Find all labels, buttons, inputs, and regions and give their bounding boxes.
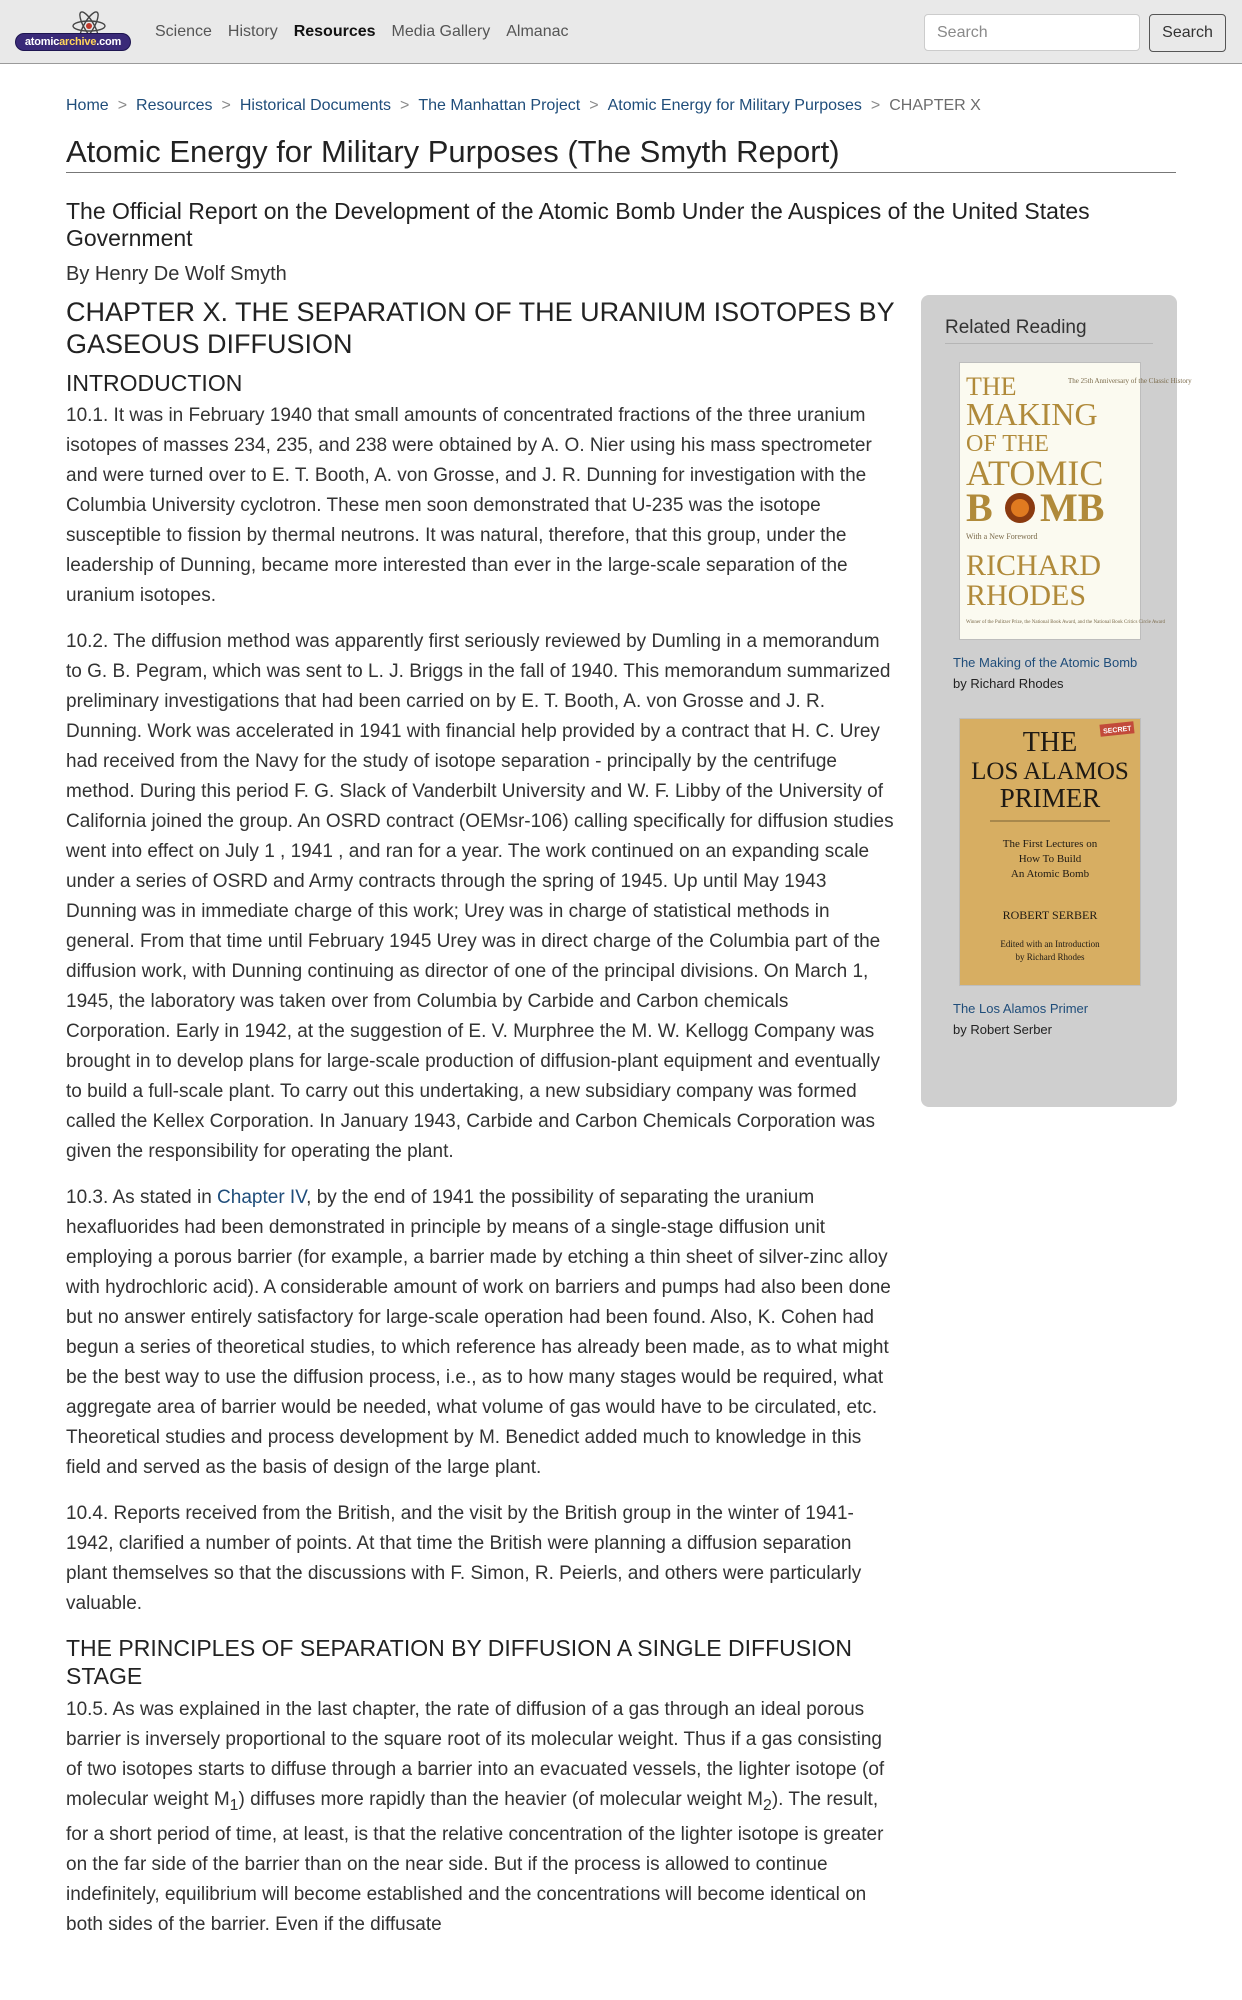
svg-text:MB: MB — [1040, 485, 1105, 530]
section-heading-introduction: INTRODUCTION — [66, 369, 243, 396]
nav-science[interactable]: Science — [155, 23, 212, 40]
book-link-los-alamos-primer[interactable]: The Los Alamos Primer — [953, 1001, 1089, 1016]
svg-text:LOS ALAMOS: LOS ALAMOS — [971, 758, 1129, 785]
book-cover-los-alamos-primer[interactable] — [959, 718, 1141, 986]
chapter-iv-link[interactable]: Chapter IV — [217, 1187, 307, 1209]
svg-text:Winner of the Pulitzer Prize,: Winner of the Pulitzer Prize, the National Book Award, and the National Book Critics Circle Award — [966, 620, 1165, 625]
book-author: by Robert Serber — [953, 1022, 1052, 1037]
nav-almanac[interactable]: Almanac — [506, 23, 569, 40]
breadcrumb-separator: > — [117, 97, 128, 114]
paragraph-10-3: 10.3. As stated in Chapter IV, by the end of 1941 the possibility of separating the uranium hexafluorides had been demonstrated in principle by means of a single-stage diffusion unit employing a porous barrier (for example, a barrier made by etching a thin sheet of silver-zinc alloy with hydrochloric acid). A considerable amount of work on barriers and pumps had also been done but no answer entirely satisfactory for large-scale operation had been found. Also, K. Cohen had begun a series of theoretical studies, to which reference has already been made, as to what might be the best way to use the diffusion process, i.e., as to how many stages would be required, what aggregate area of barrier would be needed, what volume of gas would have to be circulated, etc. Theoretical studies and process development by M. Benedict added much to knowledge in this field and served as the basis of design of the large plant. — [66, 1187, 891, 1479]
author-byline: By Henry De Wolf Smyth — [66, 262, 287, 285]
search-button[interactable]: Search — [1149, 14, 1226, 52]
svg-text:ATOMIC: ATOMIC — [966, 453, 1104, 493]
svg-text:The 25th Anniversary of the Cl: The 25th Anniversary of the Classic History — [1068, 377, 1192, 385]
svg-text:With a New Foreword: With a New Foreword — [966, 532, 1038, 541]
top-navbar — [0, 0, 1242, 64]
logo-wordmark: atomic archive .com — [15, 33, 131, 51]
breadcrumb-current: CHAPTER X — [889, 97, 981, 114]
svg-text:RHODES: RHODES — [966, 579, 1087, 612]
site-logo[interactable] — [15, 12, 131, 52]
paragraph-10-2: 10.2. The diffusion method was apparently first seriously reviewed by Dumling in a memorandum to G. B. Pegram, which was sent to L. J. Briggs in the fall of 1940. This memorandum summarized preliminary investigations that had been carried on by E. T. Booth, A. von Grosse and J. R. Dunning. Work was accelerated in 1941 with financial help provided by a contract that H. C. Urey had received from the Navy for the study of isotope separation - principally by the centrifuge method. During this period F. G. Slack of Vanderbilt University and W. F. Libby of the University of California joined the group. An OSRD contract (OEMsr-106) calling specifically for diffusion studies went into effect on July 1 , 1941 , and ran for a year. The work continued on an expanding scale under a series of OSRD and Army contracts through the spring of 1945. Up until May 1943 Dunning was in immediate charge of this work; Urey was in charge of statistical methods in general. From that time until February 1945 Urey was in direct charge of the Columbia part of the diffusion work, with Dunning continuing as director of one of the principal divisions. On March 1, 1945, the laboratory was taken over from Columbia by Carbide and Carbon chemicals Corporation. Early in 1942, at the suggestion of E. V. Murphree the M. W. Kellogg Company was brought in to develop plans for large-scale production of diffusion-plant equipment and eventually to build a full-scale plant. To carry out this undertaking, a new subsidiary company was formed called the Kellex Corporation. In January 1943, Carbide and Carbon Chemicals Corporation was given the responsibility for operating the plant. — [66, 631, 894, 1163]
paragraph-10-4: 10.4. Reports received from the British, and the visit by the British group in the winter of 1941-1942, clarified a number of points. At that time the British were planning a diffusion separation plant themselves so that the discussions with F. Simon, R. Peierls, and others were particularly valuable. — [66, 1503, 862, 1615]
sidebar-title: Related Reading — [945, 317, 1153, 344]
paragraph-10-1: 10.1. It was in February 1940 that small amounts of concentrated fractions of the three uranium isotopes of masses 234, 235, and 238 were obtained by A. O. Nier using his mass spectrometer and were turned over to E. T. Booth, A. von Grosse, and J. R. Dunning for investigation with the Columbia University cyclotron. These men soon demonstrated that U-235 was the isotope susceptible to fission by thermal neutrons. It was natural, therefore, that this group, under the leadership of Dunning, became more interested than ever in the large-scale separation of the uranium isotopes. — [66, 405, 872, 607]
article-body — [66, 296, 896, 1956]
breadcrumb-manhattan-project[interactable]: The Manhattan Project — [418, 97, 581, 114]
svg-text:Edited with an Introduction: Edited with an Introduction — [1000, 939, 1100, 949]
breadcrumb-smyth-report[interactable]: Atomic Energy for Military Purposes — [607, 97, 862, 114]
book-cover-making-of-atomic-bomb[interactable] — [959, 362, 1192, 640]
svg-text:MAKING: MAKING — [966, 396, 1098, 432]
nav-resources[interactable]: Resources — [293, 23, 376, 40]
book-link-making-of-atomic-bomb[interactable]: The Making of the Atomic Bomb — [953, 655, 1138, 670]
main-nav — [155, 0, 584, 64]
section-heading-principles: THE PRINCIPLES OF SEPARATION BY DIFFUSION A SINGLE DIFFUSION STAGE — [66, 1635, 852, 1689]
breadcrumb-separator: > — [400, 97, 410, 114]
breadcrumb-historical-documents[interactable]: Historical Documents — [239, 97, 392, 114]
svg-text:The First Lectures on: The First Lectures on — [1002, 838, 1098, 850]
breadcrumb — [66, 97, 1176, 115]
svg-text:How To Build: How To Build — [1018, 853, 1082, 865]
svg-text:An Atomic Bomb: An Atomic Bomb — [1010, 868, 1090, 880]
svg-text:THE: THE — [966, 372, 1017, 401]
svg-text:by Richard Rhodes: by Richard Rhodes — [1015, 952, 1085, 962]
paragraph-10-5: 10.5. As was explained in the last chapter, the rate of diffusion of a gas through an ideal porous barrier is inversely proportional to the square root of its molecular weight. Thus if a gas consisting of two isotopes starts to diffuse through a barrier into an evacuated vessels, the lighter isotope (of molecular weight $M_1$) diffuses more rapidly than the heavier (of molecular weight $M_2$). The result, for a short period of time, at least, is that the relative concentration of the lighter isotope is greater on the far side of the barrier than on the near side. But if the process is allowed to continue indefinitely, equilibrium will become established and the concentrations will become identical on both sides of the barrier. Even if the diffusate — [66, 1698, 885, 1936]
content-container — [66, 64, 1192, 1936]
page-subtitle: The Official Report on the Development of the Atomic Bomb Under the Auspices of the United States Government — [66, 197, 1090, 252]
breadcrumb-separator: > — [221, 97, 231, 114]
breadcrumb-resources[interactable]: Resources — [136, 97, 213, 114]
book-los-alamos-primer — [953, 718, 1153, 1040]
page-title: Atomic Energy for Military Purposes (The Smyth Report) — [66, 134, 1176, 173]
svg-text:OF THE: OF THE — [966, 431, 1049, 457]
breadcrumb-home[interactable]: Home — [66, 97, 109, 114]
nav-media-gallery[interactable]: Media Gallery — [391, 23, 491, 40]
book-author: by Richard Rhodes — [953, 676, 1064, 691]
svg-text:ROBERT SERBER: ROBERT SERBER — [1002, 908, 1098, 922]
svg-text:RICHARD: RICHARD — [966, 549, 1102, 582]
chapter-title: CHAPTER X. THE SEPARATION OF THE URANIUM ISOTOPES BY GASEOUS DIFFUSION — [66, 297, 895, 360]
svg-text:SECRET: SECRET — [1102, 725, 1132, 736]
nav-history[interactable]: History — [227, 23, 278, 40]
svg-text:B: B — [966, 485, 993, 530]
breadcrumb-separator: > — [589, 97, 599, 114]
book-making-of-atomic-bomb — [953, 362, 1192, 694]
related-reading-sidebar — [921, 295, 1192, 1107]
svg-text:PRIMER: PRIMER — [999, 783, 1101, 813]
breadcrumb-separator: > — [870, 97, 881, 114]
search-input[interactable] — [924, 14, 1140, 51]
svg-text:THE: THE — [1022, 727, 1078, 758]
